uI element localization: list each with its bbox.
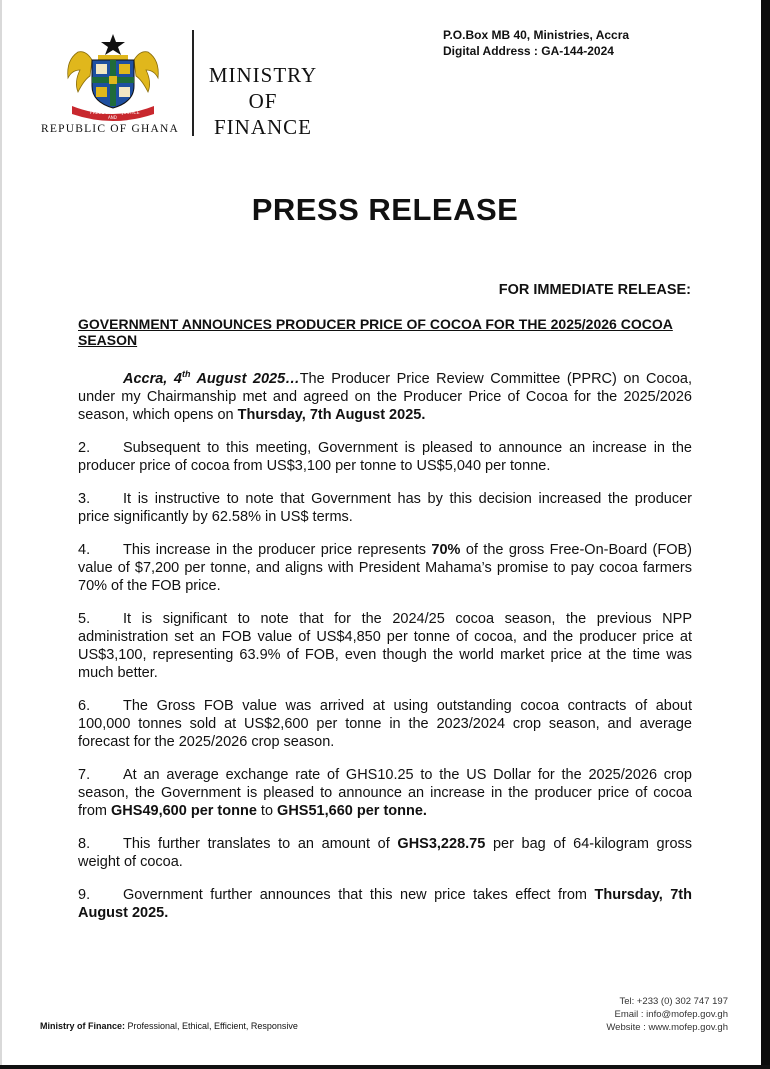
address-line-1: P.O.Box MB 40, Ministries, Accra bbox=[443, 28, 630, 42]
paragraph-7-text-b: to bbox=[256, 802, 278, 819]
headline: GOVERNMENT ANNOUNCES PRODUCER PRICE OF COCOA FOR THE 2025/2026 COCOA SEASON bbox=[78, 316, 673, 348]
paragraph-2 bbox=[78, 439, 692, 475]
paragraph-6-text: The Gross FOB value was arrived at using outstanding cocoa contracts of about 100,000 tonnes sold at US$2,600 per tonne in the 2023/2024 crop season, and average forecast for the 2025/2026 crop season. bbox=[78, 697, 692, 750]
paragraph-1-text: The Producer Price Review Committee (PPRC) on Cocoa, under my Chairmanship met and agreed on the Producer Price of Cocoa for the 2025/2026 season, which opens on bbox=[78, 370, 693, 423]
footer-tel: Tel: +233 (0) 302 747 197 bbox=[619, 996, 728, 1007]
page-edge-bottom bbox=[0, 1065, 770, 1069]
paragraph-number: 8. bbox=[78, 835, 91, 852]
paragraph-1 bbox=[78, 365, 692, 424]
paragraph-7-bold-b: GHS51,660 per tonne. bbox=[277, 802, 427, 819]
motto-right-text: JUSTICE bbox=[122, 111, 140, 116]
paragraph-8-bold: GHS3,228.75 bbox=[397, 835, 486, 852]
paragraph-1-date: Thursday, 7th August 2025. bbox=[237, 406, 426, 423]
paragraph-3-text: It is instructive to note that Government has by this decision increased the producer price significantly by 62.58% in US$ terms. bbox=[78, 490, 692, 525]
paragraph-number: 4. bbox=[78, 541, 91, 558]
footer-email: Email : info@mofep.gov.gh bbox=[614, 1009, 728, 1020]
ministry-wordmark bbox=[200, 62, 326, 140]
page-edge-left bbox=[0, 0, 2, 1069]
footer-contact bbox=[606, 995, 728, 1034]
paragraph-7 bbox=[78, 766, 692, 820]
paragraph-6 bbox=[78, 697, 692, 751]
header-divider bbox=[192, 30, 194, 136]
paragraph-9 bbox=[78, 886, 692, 922]
footer-website: Website : www.mofep.gov.gh bbox=[606, 1022, 728, 1033]
dateline-rest: August 2025… bbox=[190, 370, 300, 387]
paragraph-number: 9. bbox=[78, 886, 91, 903]
paragraph-4-text-b: of the gross Free-On-Board (FOB) value of $7,200 per tonne, and aligns with President Mahama’s promise to pay cocoa farmers 70% of the FOB price. bbox=[78, 541, 692, 594]
paragraph-5-text: It is significant to note that for the 2024/25 cocoa season, the previous NPP administration set an FOB value of US$4,850 per tonne of cocoa, and the producer price at US$3,100, representing 63.9% of FOB, even though the world market price at the time was much better. bbox=[78, 610, 692, 681]
footer-tagline bbox=[40, 1021, 298, 1031]
motto-left-text: FREEDOM bbox=[90, 111, 113, 116]
ministry-line-1: MINISTRY bbox=[208, 63, 318, 87]
paragraph-9-text: Government further announces that this new price takes effect from bbox=[123, 886, 595, 903]
page-title: PRESS RELEASE bbox=[251, 192, 519, 227]
coat-of-arms-icon bbox=[58, 30, 168, 122]
release-label: FOR IMMEDIATE RELEASE: bbox=[498, 282, 691, 298]
paragraph-8-text-b: per bag of 64-kilogram gross weight of cocoa. bbox=[78, 835, 693, 870]
paragraph-2-text: Subsequent to this meeting, Government is pleased to announce an increase in the producer price of cocoa from US$3,100 per tonne to US$5,040 per tonne. bbox=[78, 439, 692, 474]
paragraph-number: 3. bbox=[78, 490, 91, 507]
paragraph-8 bbox=[78, 835, 692, 871]
paragraph-number: 7. bbox=[78, 766, 91, 783]
paragraph-4-text-a: This increase in the producer price represents bbox=[123, 541, 432, 558]
paragraph-number: 2. bbox=[78, 439, 91, 456]
ministry-line-2: OF bbox=[248, 89, 278, 113]
republic-label: REPUBLIC OF GHANA bbox=[41, 123, 179, 135]
paragraph-number: 5. bbox=[78, 610, 91, 627]
paragraph-4 bbox=[78, 541, 692, 595]
paragraph-7-text-a: At an average exchange rate of GHS10.25 to the US Dollar for the 2025/2026 crop season, the Government is pleased to announce an increase in the producer price of cocoa from bbox=[78, 766, 692, 819]
letterhead bbox=[0, 0, 770, 150]
postal-address bbox=[443, 27, 629, 59]
page-edge-right bbox=[761, 0, 770, 1069]
footer-org: Ministry of Finance: bbox=[40, 1021, 126, 1031]
dateline-ordinal: th bbox=[181, 369, 191, 379]
paragraph-8-text-a: This further translates to an amount of bbox=[123, 835, 398, 852]
paragraph-5 bbox=[78, 610, 692, 682]
paragraph-7-bold-a: GHS49,600 per tonne bbox=[111, 802, 257, 819]
paragraph-3 bbox=[78, 490, 692, 526]
paragraph-4-bold: 70% bbox=[431, 541, 461, 558]
dateline: Accra, 4 bbox=[123, 370, 182, 387]
address-line-2: Digital Address : GA-144-2024 bbox=[443, 44, 614, 58]
paragraph-9-bold: Thursday, 7th August 2025. bbox=[78, 886, 692, 921]
footer-values: Professional, Ethical, Efficient, Responsive bbox=[125, 1021, 298, 1031]
press-release-body bbox=[78, 365, 692, 937]
motto-center-text: AND bbox=[108, 115, 117, 120]
ministry-line-3: FINANCE bbox=[213, 115, 312, 139]
paragraph-number: 6. bbox=[78, 697, 91, 714]
